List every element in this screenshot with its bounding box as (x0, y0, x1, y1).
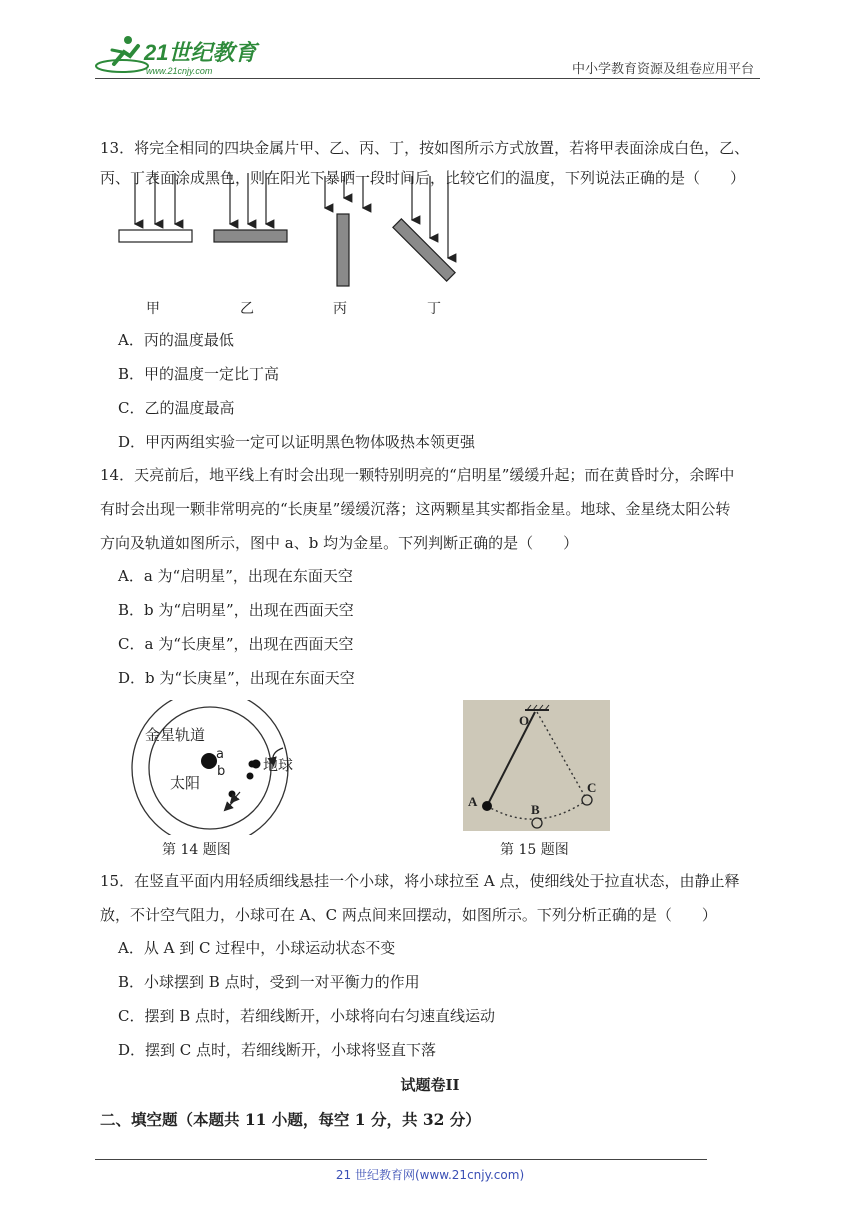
q14-caption: 第 14 题图 (162, 842, 231, 858)
q14-stem-line1: 14．天亮前后，地平线上有时会出现一颗特别明亮的“启明星”缓缓升起；而在黄昏时分，余晖中 (100, 466, 735, 484)
q13-label-yi: 乙 (240, 301, 254, 317)
q13-option-c: C．乙的温度最高 (118, 399, 235, 417)
q15-caption: 第 15 题图 (500, 842, 569, 858)
q15-stem-line1: 15．在竖直平面内用轻质细线悬挂一个小球，将小球拉至 A 点，使细线处于拉直状态，由静止释 (100, 872, 740, 890)
q13-label-jia: 甲 (146, 301, 160, 317)
label-B: B (531, 802, 540, 817)
label-venus-orbit: 金星轨道 (145, 726, 206, 744)
q14-option-b: B．b 为“启明星”，出现在西面天空 (118, 601, 354, 619)
earth-icon (252, 760, 261, 769)
logo-url: www.21cnjy.com (146, 66, 213, 76)
q15-stem-line2: 放，不计空气阻力，小球可在 A、C 两点间来回摆动，如图所示。下列分析正确的是（ ） (100, 906, 717, 924)
ball-b-icon (532, 818, 542, 828)
ball-c-icon (582, 795, 592, 805)
label-C: C (587, 780, 597, 795)
q15-option-a: A．从 A 到 C 过程中，小球运动状态不变 (118, 939, 396, 957)
section2-heading: 二、填空题（本题共 11 小题，每空 1 分，共 32 分） (100, 1110, 481, 1129)
footer-divider (95, 1159, 707, 1160)
site-logo (94, 30, 264, 80)
q13-label-ding: 丁 (427, 301, 441, 317)
q15-pendulum-photo (463, 700, 610, 831)
label-a: a (216, 747, 224, 762)
q13-metal-plates-figure (110, 168, 470, 318)
plate-jia (119, 230, 192, 242)
label-o: O (519, 713, 530, 728)
runner-logo-icon (94, 30, 264, 80)
label-A: A (468, 794, 478, 809)
q14-option-c: C．a 为“长庚星”，出现在西面天空 (118, 635, 354, 653)
q14-stem-line2: 有时会出现一颗非常明亮的“长庚星”缓缓沉落；这两颗星其实都指金星。地球、金星绕太阳公转 (100, 500, 731, 518)
q13-label-bing: 丙 (333, 301, 347, 317)
logo-text: 21世纪教育 (144, 40, 257, 65)
label-b: b (217, 764, 226, 779)
q13-option-b: B．甲的温度一定比丁高 (118, 365, 280, 383)
ball-a-icon (482, 801, 492, 811)
platform-name: 中小学教育资源及组卷应用平台 (571, 62, 754, 77)
q15-option-c: C．摆到 B 点时，若细线断开，小球将向右匀速直线运动 (118, 1007, 496, 1025)
q14-option-d: D．b 为“长庚星”，出现在东面天空 (118, 669, 355, 687)
q15-option-d: D．摆到 C 点时，若细线断开，小球将竖直下落 (118, 1041, 437, 1059)
label-sun: 太阳 (170, 774, 201, 792)
q13-stem-line2: 丙、丁表面涂成黑色，则在阳光下暴晒一段时间后，比较它们的温度，下列说法正确的是（ ） (100, 169, 746, 187)
footer-link[interactable]: 21 世纪教育网(www.21cnjy.com) (335, 1168, 525, 1182)
q14-option-a: A．a 为“启明星”，出现在东面天空 (118, 567, 353, 585)
sun-icon (201, 753, 217, 769)
q14-orbit-figure (115, 700, 305, 835)
label-earth: 地球 (263, 756, 294, 774)
header-divider (95, 78, 760, 79)
plate-ding (393, 219, 455, 281)
plate-yi (214, 230, 287, 242)
part2-title: 试题卷II (400, 1076, 460, 1094)
q13-stem-line1: 13．将完全相同的四块金属片甲、乙、丙、丁，按如图所示方式放置，若将甲表面涂成白色，乙、 (100, 139, 750, 157)
venus-position-icon (229, 791, 236, 798)
q15-option-b: B．小球摆到 B 点时，受到一对平衡力的作用 (118, 973, 420, 991)
q13-option-d: D．甲丙两组实验一定可以证明黑色物体吸热本领更强 (118, 433, 476, 451)
plate-bing (337, 214, 349, 286)
q13-option-a: A．丙的温度最低 (118, 331, 234, 349)
q14-stem-line3: 方向及轨道如图所示，图中 a、b 均为金星。下列判断正确的是（ ） (100, 534, 579, 552)
venus-b-icon (247, 773, 254, 780)
